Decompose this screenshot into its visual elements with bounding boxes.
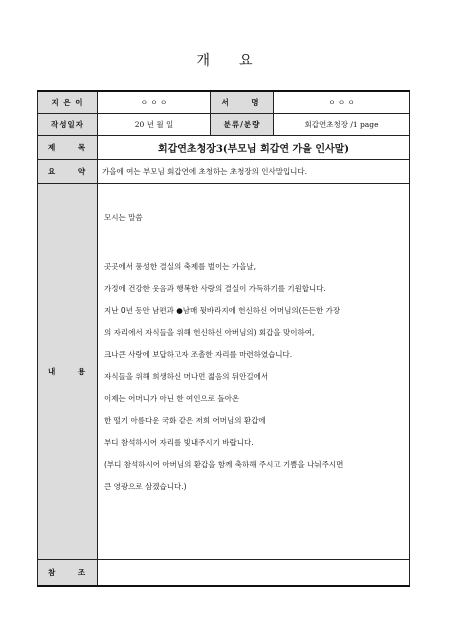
content-line: 부디 참석하시어 자리를 빛내주시기 바랍니다. xyxy=(104,437,254,447)
page-title xyxy=(0,50,450,70)
author-row xyxy=(38,91,410,113)
content-line: 크나큰 사랑에 보답하고자 조촐한 자리를 마련하였습니다. xyxy=(104,349,293,359)
subject-value: 회갑연초청장3(부모님 회갑연 가을 인사말) xyxy=(98,135,410,159)
content-row xyxy=(38,183,410,559)
author-value: ㅇ ㅇ ㅇ xyxy=(98,91,211,113)
content-label: 내 용 xyxy=(38,183,98,559)
content-line: (부디 참석하시어 아버님의 환갑을 함께 축하해 주시고 기쁨을 나눠주시면 xyxy=(104,459,344,469)
content-line: 이제는 어머니가 아닌 한 여인으로 돌아온 xyxy=(104,393,240,403)
date-label: 작성일자 xyxy=(38,113,98,135)
date-row xyxy=(38,113,410,135)
summary-row xyxy=(38,159,410,183)
content-heading: 모시는 말씀 xyxy=(104,212,143,222)
title-field-value: ㅇ ㅇ ㅇ xyxy=(274,91,410,113)
content-line: 지난 0년 동안 남편과 ●남매 뒷바라지에 헌신하신 어머님의(든든한 가장 xyxy=(104,305,341,315)
date-value: 20 년 월 일 xyxy=(98,113,211,135)
overview-table xyxy=(37,90,410,587)
title-field-label: 서 명 xyxy=(211,91,274,113)
page-title-char-1: 개 xyxy=(196,53,211,69)
author-label: 지 은 이 xyxy=(38,91,98,113)
reference-label: 참 조 xyxy=(38,559,98,586)
content-line: 자식들을 위해 희생하신 머나먼 젊음의 뒤안길에서 xyxy=(104,371,269,381)
content-line: 큰 영광으로 삼겠습니다.) xyxy=(104,481,187,491)
summary-value: 가을에 여는 부모님 회갑연에 초청하는 초청장의 인사말입니다. xyxy=(98,159,410,183)
content-line: 가정에 건강한 웃음과 행복한 사랑의 결실이 가득하기를 기원합니다. xyxy=(104,283,326,293)
category-label: 분류/분량 xyxy=(211,113,274,135)
reference-value xyxy=(98,559,410,586)
reference-row xyxy=(38,559,410,586)
subject-row xyxy=(38,135,410,159)
content-line: 한 떨기 아름다운 국화 같은 저희 어머님의 환갑에 xyxy=(104,415,266,425)
summary-label: 요 약 xyxy=(38,159,98,183)
content-body xyxy=(98,183,410,559)
content-line: 곳곳에서 풍성한 결실의 축제를 벌이는 가을날, xyxy=(104,261,256,271)
subject-label: 제 목 xyxy=(38,135,98,159)
page-title-char-2: 요 xyxy=(239,53,254,69)
category-value: 회갑연초청장 /1 page xyxy=(274,113,410,135)
content-line: 의 자리에서 자식들을 위해 헌신하신 아버님의) 회갑을 맞이하여, xyxy=(104,327,315,337)
